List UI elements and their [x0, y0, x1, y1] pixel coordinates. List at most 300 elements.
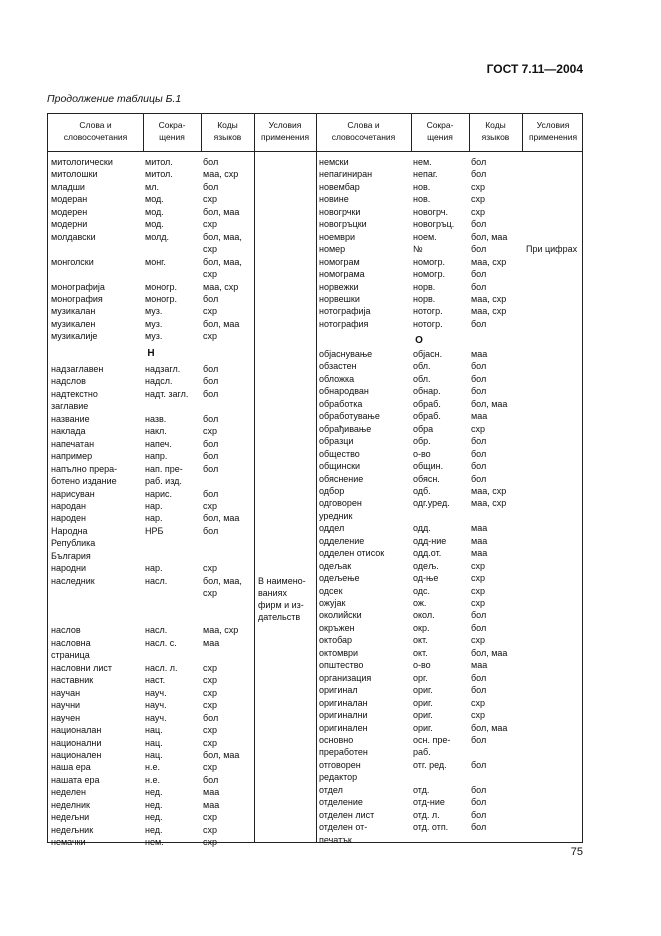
table-row [316, 410, 584, 422]
table-cell: бол, маа, [203, 575, 242, 586]
table-cell: мод. [145, 219, 164, 230]
table-cell: бол, маа, [203, 231, 242, 242]
table-cell: одб. [413, 485, 431, 496]
table-cell: бол [203, 438, 219, 449]
table-row [48, 375, 316, 387]
table-cell: бол [471, 244, 487, 255]
table-cell: модеран [51, 194, 88, 205]
table-cell: одделение [319, 535, 365, 546]
table-cell: обра [413, 423, 434, 434]
table-cell: например [51, 451, 93, 462]
table-cell: схр [203, 219, 218, 230]
table-cell: музикалије [51, 331, 98, 342]
table-cell: монографија [51, 281, 105, 292]
table-row [48, 712, 316, 724]
table-row [316, 497, 584, 509]
table-row [316, 709, 584, 721]
table-row [48, 724, 316, 736]
table-row [316, 243, 584, 255]
table-cell: наставник [51, 675, 94, 686]
table-cell: схр [471, 206, 486, 217]
table-row [316, 759, 584, 771]
table-cell: новине [319, 194, 349, 205]
table-cell: маа [471, 349, 488, 359]
table-cell: неделник [51, 799, 90, 810]
table-cell: орг. [413, 672, 428, 683]
table-cell: схр [203, 331, 218, 342]
table-cell: нар. [145, 513, 163, 524]
table-cell: уредник [319, 510, 353, 521]
table-cell: митол. [145, 157, 173, 167]
table-cell: схр [471, 635, 486, 646]
table-cell: новогръц. [413, 219, 455, 230]
table-cell: окр. [413, 622, 430, 633]
table-cell: заглавие [51, 401, 89, 412]
table-cell: бол [471, 822, 487, 833]
table-row [316, 305, 584, 317]
table-cell: редактор [319, 772, 358, 783]
table-cell: митологически [51, 157, 113, 167]
table-cell: номогр. [413, 269, 445, 280]
table-row [316, 385, 584, 397]
table-cell: България [51, 550, 91, 561]
table-row [48, 811, 316, 823]
table-row [48, 425, 316, 437]
table-cell: бол [203, 774, 219, 785]
table-cell: новембар [319, 181, 360, 192]
table-cell: раб. [413, 747, 431, 758]
table-cell: норвешки [319, 293, 360, 304]
table-row [316, 318, 584, 330]
table-row [48, 293, 316, 305]
table-cell: отд. отп. [413, 822, 449, 833]
table-row [316, 193, 584, 205]
table-row [316, 360, 584, 372]
table-row [48, 749, 316, 761]
table-cell: насл. л. [145, 662, 178, 673]
table-cell: модерни [51, 219, 88, 230]
table-cell: обнародван [319, 386, 369, 397]
table-row [316, 423, 584, 435]
table-cell: бол, маа [471, 231, 508, 242]
table-cell: немски [319, 157, 349, 167]
table-cell: одељак [319, 560, 352, 571]
table-cell: бол [203, 712, 219, 723]
table-cell: бол [471, 157, 487, 167]
table-cell: оригинални [319, 710, 368, 721]
table-row [48, 637, 316, 649]
table-row [48, 281, 316, 293]
table-cell: напеч. [145, 438, 172, 449]
table-row [48, 193, 316, 205]
table-cell: ориг. [413, 722, 433, 733]
table-cell: наша ера [51, 762, 91, 773]
table-cell: муз. [145, 306, 163, 317]
table-cell: нарис. [145, 488, 173, 499]
table-cell: схр [471, 194, 486, 205]
table-row [316, 684, 584, 696]
table-row [316, 206, 584, 218]
table-cell: нарисуван [51, 488, 95, 499]
table-cell: бол, маа [203, 749, 240, 760]
table-row [48, 824, 316, 836]
table-cell: мл. [145, 181, 159, 192]
table-cell: схр [203, 269, 218, 280]
table-cell: ориг. [413, 685, 433, 696]
table-cell: обяснение [319, 473, 364, 484]
table-row [48, 156, 316, 168]
table-cell: обработка [319, 398, 363, 409]
table-cell: мод. [145, 194, 164, 205]
table-cell: обнар. [413, 386, 441, 397]
table-cell: общество [319, 448, 360, 459]
table-cell: одс. [413, 585, 431, 596]
table-cell: бол [471, 610, 487, 621]
table-cell: схр [203, 662, 218, 673]
table-cell: нар. [145, 563, 163, 574]
table-cell: назв. [145, 413, 167, 424]
table-cell: общински [319, 461, 361, 472]
table-cell: ориг. [413, 710, 433, 721]
table-cell: обработување [319, 411, 380, 422]
table-cell: схр [203, 426, 218, 437]
table-cell: бол [203, 388, 219, 399]
table-cell: одбор [319, 485, 345, 496]
table-cell: схр [203, 588, 218, 599]
table-cell: схр [471, 181, 486, 192]
table-cell: нотография [319, 318, 369, 329]
table-cell: муз. [145, 331, 163, 342]
table-cell: маа [471, 535, 488, 546]
table-cell: отделен лист [319, 809, 375, 820]
table-cell: нед. [145, 799, 163, 810]
table-cell: оригинал [319, 685, 358, 696]
table-row [48, 330, 316, 342]
table-cell: нац. [145, 737, 163, 748]
table-cell: схр [203, 824, 218, 835]
table-cell: новогрчки [319, 206, 361, 217]
table-cell: монография [51, 293, 103, 304]
table-cell: нед. [145, 812, 163, 823]
table-cell: бол [471, 373, 487, 384]
table-cell: схр [203, 812, 218, 823]
table-cell: маа [203, 637, 220, 648]
table-cell: обл. [413, 373, 431, 384]
table-row [316, 460, 584, 472]
table-cell: наклада [51, 426, 86, 437]
table-cell: отделение [319, 797, 363, 808]
table-cell: бол [471, 734, 487, 745]
table-cell: одд-ние [413, 535, 447, 546]
table-row [316, 697, 584, 709]
table-cell: маа, схр [203, 281, 239, 292]
table-cell: одговорен [319, 498, 362, 509]
table-row [48, 550, 316, 562]
table-cell: музикалан [51, 306, 96, 317]
table-cell: бол, маа [471, 398, 508, 409]
table-cell: окол. [413, 610, 435, 621]
table-cell: ноември [319, 231, 355, 242]
table-row [48, 231, 316, 243]
table-cell: научни [51, 700, 81, 711]
table-cell: бол [203, 157, 219, 167]
table-cell: одсек [319, 585, 343, 596]
table-cell: окт. [413, 647, 428, 658]
table-row [316, 293, 584, 305]
table-row [48, 500, 316, 512]
table-cell: схр [203, 762, 218, 773]
table-cell: маа, схр [471, 293, 507, 304]
table-row [316, 572, 584, 584]
table-cell: отд. [413, 784, 430, 795]
table-cell: бол [203, 364, 219, 374]
table-row [48, 687, 316, 699]
table-cell: бол [471, 386, 487, 397]
table-row [48, 168, 316, 180]
table-cell: митол. [145, 169, 173, 180]
column-header: Условия применения [528, 120, 578, 142]
table-cell: бол [471, 809, 487, 820]
table-row [316, 734, 584, 746]
table-cell: нов. [413, 194, 431, 205]
table-cell: надтекстно [51, 388, 98, 399]
table-cell: нац. [145, 749, 163, 760]
table-cell: отговорен [319, 759, 361, 770]
table-row [316, 522, 584, 534]
table-cell: бол [203, 451, 219, 462]
table-row [48, 206, 316, 218]
table-row [48, 737, 316, 749]
table-cell: обложка [319, 373, 355, 384]
page-number: 75 [570, 846, 583, 858]
table-cell: објасн. [413, 349, 443, 359]
table-cell: новогрч. [413, 206, 448, 217]
table-row [316, 834, 584, 846]
table-cell: схр [203, 244, 218, 255]
table-row [316, 281, 584, 293]
table-cell: напечатан [51, 438, 95, 449]
table-row [48, 562, 316, 574]
table-cell: објаснување [319, 349, 373, 359]
table-cell: неделен [51, 787, 86, 798]
table-cell: наследник [51, 575, 95, 586]
table-row [48, 318, 316, 330]
table-cell: схр [471, 710, 486, 721]
table-row [316, 796, 584, 808]
table-row [316, 435, 584, 447]
table-row [48, 268, 316, 280]
table-cell: нашата ера [51, 774, 100, 785]
table-cell: насл. [145, 575, 168, 586]
table-cell: надзагл. [145, 364, 181, 374]
table-cell: бол [203, 525, 219, 536]
right-half [316, 151, 584, 845]
table-cell: Народна [51, 525, 88, 536]
table-cell: насловна [51, 637, 91, 648]
table-row [316, 622, 584, 634]
table-cell: одг.уред. [413, 498, 450, 509]
table-cell: отдел [319, 784, 343, 795]
table-cell: насл. с. [145, 637, 177, 648]
table-cell: непаг. [413, 169, 438, 180]
table-cell: нотографија [319, 306, 371, 317]
table-row [316, 722, 584, 734]
table-cell: надслов [51, 376, 86, 387]
table-cell: нем. [145, 837, 164, 848]
table-cell: маа, схр [203, 169, 239, 180]
table-cell: бол, маа, [203, 256, 242, 267]
table-row [316, 218, 584, 230]
table-cell: бол [471, 797, 487, 808]
table-cell: бол [471, 784, 487, 795]
table-cell: схр [203, 737, 218, 748]
table-cell: бол [203, 376, 219, 387]
table-cell: одд. [413, 523, 431, 534]
table-cell: мод. [145, 206, 164, 217]
table-cell: схр [471, 585, 486, 596]
table-cell: раб. изд. [145, 476, 182, 487]
table-cell: модерен [51, 206, 88, 217]
table-cell: схр [203, 306, 218, 317]
table-row [316, 256, 584, 268]
table-row [48, 537, 316, 549]
table-cell: отд. л. [413, 809, 440, 820]
table-cell: отг. ред. [413, 759, 447, 770]
table-cell: страница [51, 650, 90, 661]
column-header: Слова и словосочетания [331, 120, 396, 142]
table-cell: одделен отисок [319, 548, 385, 559]
table-cell: бол, маа [203, 513, 240, 524]
table-cell: бол [471, 685, 487, 696]
table-row [48, 475, 316, 487]
table-row [316, 473, 584, 485]
table-cell: бол [471, 281, 487, 292]
table-cell: маа [471, 411, 488, 422]
table-cell: оддел [319, 523, 345, 534]
table-cell: нац. [145, 725, 163, 736]
table-cell: схр [203, 563, 218, 574]
table-cell: надсл. [145, 376, 173, 387]
table-cell: науч. [145, 687, 167, 698]
table-cell: октомври [319, 647, 359, 658]
table-cell: октобар [319, 635, 353, 646]
table-row [48, 674, 316, 686]
table-cell: н.е. [145, 762, 160, 773]
table-cell: схр [471, 598, 486, 608]
table-row [316, 560, 584, 572]
table-row [316, 485, 584, 497]
table-row [316, 398, 584, 410]
table-cell: моногр. [145, 281, 177, 292]
table-cell: схр [203, 675, 218, 686]
table-cell: обясн. [413, 473, 440, 484]
table-cell: маа [471, 548, 488, 559]
table-cell: обр. [413, 436, 431, 447]
table-row [316, 535, 584, 547]
table-cell: научан [51, 687, 81, 698]
table-caption: Продолжение таблицы Б.1 [47, 93, 182, 105]
table-row [48, 761, 316, 773]
table-row [48, 463, 316, 475]
table-row [316, 609, 584, 621]
column-header: Условия применения [260, 120, 310, 142]
table-cell: немачки [51, 837, 86, 848]
table-cell: научен [51, 712, 81, 723]
table-cell: общин. [413, 461, 444, 472]
table-cell: норв. [413, 293, 436, 304]
table-cell: бол [471, 672, 487, 683]
table-row [48, 256, 316, 268]
column-header: Сокра- щения [158, 120, 186, 142]
column-header: Сокра- щения [426, 120, 454, 142]
table-cell: бол [203, 293, 219, 304]
table-cell: околийски [319, 610, 362, 621]
table-cell: н.е. [145, 774, 160, 785]
table-cell: бол, маа [471, 647, 508, 658]
table-row [316, 784, 584, 796]
table-cell: маа, схр [471, 498, 507, 509]
table-cell: схр [203, 837, 218, 848]
table-cell: о-во [413, 448, 431, 459]
table-row [48, 413, 316, 425]
table-cell: бол, маа [203, 206, 240, 217]
table-row [48, 649, 316, 661]
table-cell: ориг. [413, 697, 433, 708]
table-row [316, 821, 584, 833]
table-cell: ботено издание [51, 476, 117, 487]
table-cell: надт. загл. [145, 388, 189, 399]
table-cell: бол, маа [203, 318, 240, 329]
table-cell: бол [203, 413, 219, 424]
table-row [48, 388, 316, 400]
table-cell: одд.от. [413, 548, 442, 559]
table-cell: од-ње [413, 573, 439, 584]
table-cell: отделен от- [319, 822, 368, 833]
table-row [316, 585, 584, 597]
table-cell: обзастен [319, 361, 357, 372]
table-cell: обл. [413, 361, 431, 372]
table-cell: народан [51, 500, 87, 511]
table-cell: монг. [145, 256, 166, 267]
table-row [48, 774, 316, 786]
table-row [48, 305, 316, 317]
table-cell: бол [471, 318, 487, 329]
table-cell: наслов [51, 625, 81, 636]
table-cell: бол [471, 269, 487, 280]
table-cell: бол [471, 219, 487, 230]
table-cell: схр [471, 423, 486, 434]
table-cell: национални [51, 737, 102, 748]
table-cell: норвежки [319, 281, 359, 292]
standard-title: ГОСТ 7.11—2004 [486, 62, 583, 76]
table-cell: бол [203, 463, 219, 474]
table-cell: национален [51, 749, 102, 760]
table-cell: ож. [413, 598, 427, 608]
table-cell: организация [319, 672, 372, 683]
table-cell: нов. [413, 181, 431, 192]
left-half [48, 151, 316, 848]
table-row [316, 809, 584, 821]
table-cell: маа, схр [471, 485, 507, 496]
table-cell: осн. пре- [413, 734, 451, 745]
section-letter: О [415, 335, 423, 346]
table-cell: маа [471, 660, 488, 671]
table-row [48, 450, 316, 462]
table-cell: митолошки [51, 169, 98, 180]
table-cell: одељ. [413, 560, 439, 571]
table-cell: наст. [145, 675, 166, 686]
table-cell: бол [471, 461, 487, 472]
